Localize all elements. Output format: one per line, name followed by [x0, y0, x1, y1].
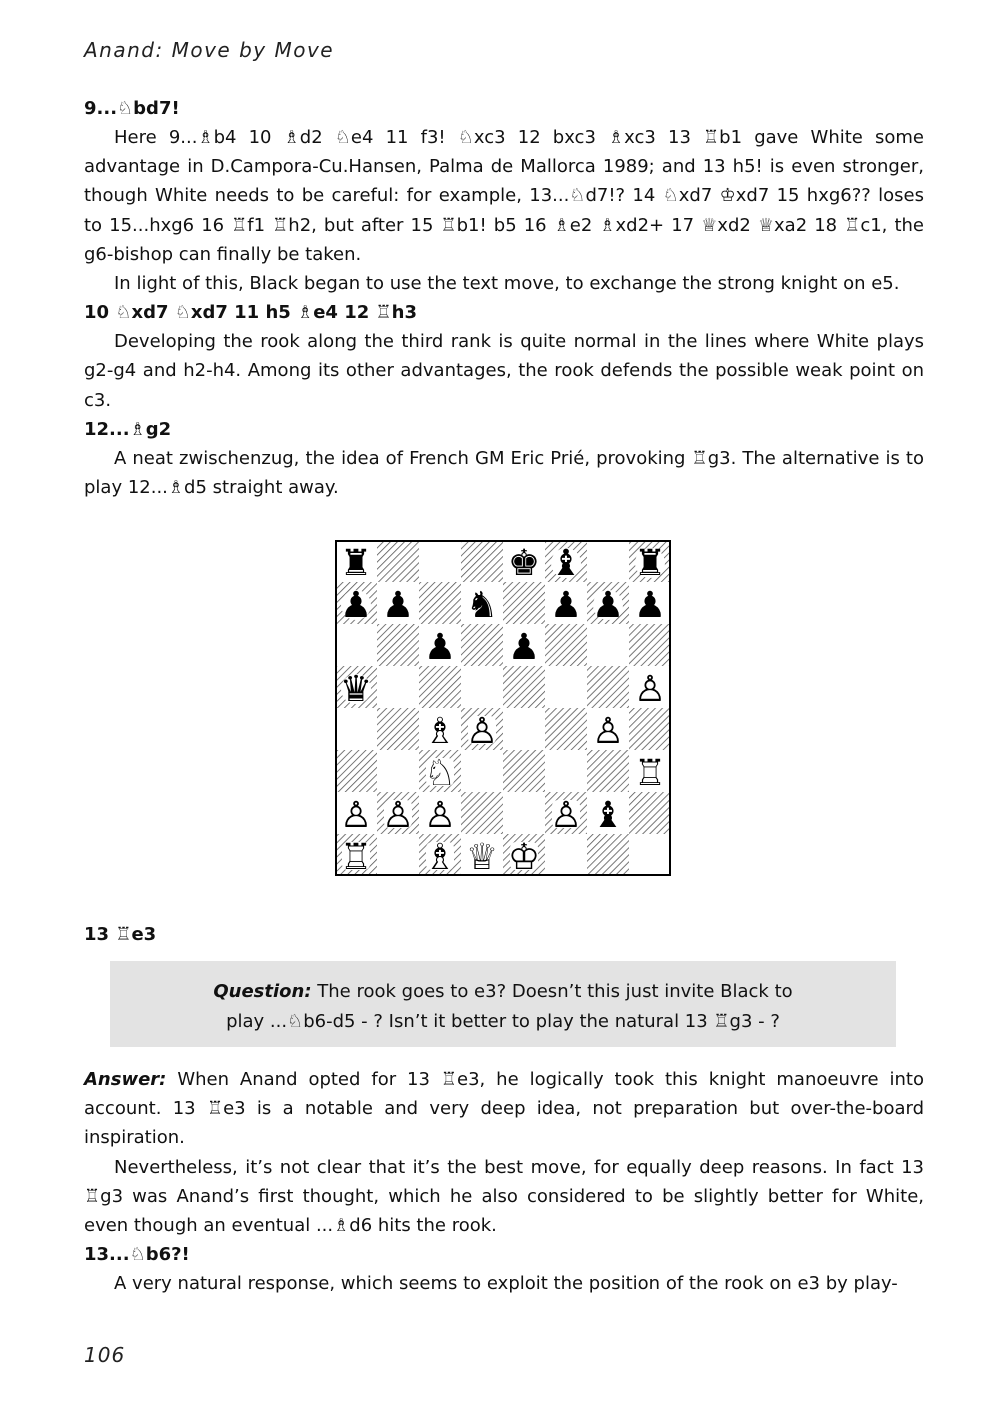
white-bishop-icon: ♗: [423, 837, 457, 876]
white-pawn-icon: ♙: [423, 795, 457, 836]
light-square-b5: [377, 666, 419, 708]
paragraph: Here 9...♗b4 10 ♗d2 ♘e4 11 f3! ♘xc3 12 bxc3 ♗xc3 13 ♖b1 gave White some advantage in D.Campora-Cu.Hansen, Palma de Mallorca 1989; and 13 h5! is even stronger, though White needs to be careful: for example, 13...♘d7!? 14 ♘xd7 ♔xd7 15 hxg6?? loses to 15...hxg6 16 ♖f1 ♖h2, but after 15 ♖b1! b5 16 ♗e2 ♗xd2+ 17 ♕xd2 ♕xa2 18 ♖c1, the g6-bishop can finally be taken.: [84, 127, 924, 265]
dark-square-h6: [629, 624, 671, 666]
black-pawn-icon: ♟: [507, 627, 541, 668]
move-heading: 13 ♖e3: [84, 924, 157, 945]
white-pawn-icon: ♙: [633, 669, 667, 710]
light-square-f1: [545, 834, 587, 876]
text-block-bottom: [84, 1065, 924, 1298]
dark-square-b6: [377, 624, 419, 666]
move-heading: 13...♘b6?!: [84, 1244, 190, 1266]
dark-square-e3: [503, 750, 545, 792]
black-pawn-icon: ♟: [549, 585, 583, 626]
dark-square-d8: [461, 540, 503, 582]
white-pawn-icon: ♙: [381, 795, 415, 836]
paragraph: Developing the rook along the third rank is quite normal in the lines where White plays g2-g4 and h2-h4. Among its other advantages, the rook defends the possible weak point on c3.: [84, 331, 924, 411]
dark-square-e7: [503, 582, 545, 624]
black-bishop-icon: ♝: [549, 543, 583, 584]
dark-square-h4: [629, 708, 671, 750]
question-text: The rook goes to e3? Doesn’t this just invite Black to: [317, 981, 793, 1002]
white-pawn-icon: ♙: [465, 711, 499, 752]
black-pawn-icon: ♟: [591, 585, 625, 626]
page-number: 106: [84, 1343, 126, 1367]
light-square-d5: [461, 666, 503, 708]
chess-board: [335, 540, 671, 876]
black-king-icon: ♚: [507, 543, 541, 584]
text-block-middle: [84, 920, 924, 949]
white-queen-icon: ♕: [465, 837, 499, 876]
black-pawn-icon: ♟: [381, 585, 415, 626]
dark-square-a3: [335, 750, 377, 792]
answer-label: Answer:: [84, 1069, 167, 1090]
text-block-top: [84, 94, 924, 502]
light-square-f3: [545, 750, 587, 792]
dark-square-g3: [587, 750, 629, 792]
dark-square-d2: [461, 792, 503, 834]
paragraph: A very natural response, which seems to exploit the position of the rook on e3 by play-: [114, 1273, 898, 1295]
white-rook-icon: ♖: [339, 837, 373, 876]
dark-square-b4: [377, 708, 419, 750]
dark-square-f4: [545, 708, 587, 750]
move-heading: 10 ♘xd7 ♘xd7 11 h5 ♗e4 12 ♖h3: [84, 302, 418, 324]
answer-paragraph: [84, 1065, 924, 1153]
black-pawn-icon: ♟: [633, 585, 667, 626]
white-knight-icon: ♘: [423, 753, 457, 794]
white-bishop-icon: ♗: [423, 711, 457, 752]
light-square-e2: [503, 792, 545, 834]
light-square-a6: [335, 624, 377, 666]
dark-square-c5: [419, 666, 461, 708]
light-square-b1: [377, 834, 419, 876]
light-square-g6: [587, 624, 629, 666]
white-rook-icon: ♖: [633, 753, 667, 794]
chess-diagram: [335, 540, 671, 876]
dark-square-f6: [545, 624, 587, 666]
dark-square-c7: [419, 582, 461, 624]
question-label: Question:: [213, 981, 312, 1002]
white-king-icon: ♔: [507, 837, 541, 876]
white-pawn-icon: ♙: [549, 795, 583, 836]
black-queen-icon: ♛: [339, 669, 373, 710]
question-box: [110, 961, 896, 1047]
light-square-h1: [629, 834, 671, 876]
black-pawn-icon: ♟: [423, 627, 457, 668]
dark-square-h2: [629, 792, 671, 834]
dark-square-g1: [587, 834, 629, 876]
black-rook-icon: ♜: [339, 543, 373, 584]
light-square-a4: [335, 708, 377, 750]
light-square-c8: [419, 540, 461, 582]
white-pawn-icon: ♙: [591, 711, 625, 752]
paragraph: In light of this, Black began to use the text move, to exchange the strong knight on e5.: [114, 273, 900, 295]
paragraph: Nevertheless, it’s not clear that it’s the best move, for equally deep reasons. In fact 13 ♖g3 was Anand’s first thought, which he also considered to be slightly better for White, even though an eventual ...♗d6 hits the rook.: [84, 1156, 924, 1237]
question-line-2: play ...♘b6-d5 - ? Isn’t it better to play the natural 13 ♖g3 - ?: [226, 1010, 780, 1032]
light-square-g8: [587, 540, 629, 582]
black-rook-icon: ♜: [633, 543, 667, 584]
black-pawn-icon: ♟: [339, 585, 373, 626]
dark-square-g5: [587, 666, 629, 708]
black-knight-icon: ♞: [465, 585, 499, 626]
move-heading: 12...♗g2: [84, 418, 172, 440]
light-square-b3: [377, 750, 419, 792]
answer-text: When Anand opted for 13 ♖e3, he logically took this knight manoeuvre into account. 13 ♖e3 is a notable and very deep idea, not preparation but over-the-board inspiration.: [84, 1069, 924, 1149]
black-bishop-icon: ♝: [591, 795, 625, 836]
move-heading: 9...♘bd7!: [84, 98, 180, 119]
paragraph: A neat zwischenzug, the idea of French GM Eric Prié, provoking ♖g3. The alternative is to play 12...♗d5 straight away.: [84, 447, 924, 499]
white-pawn-icon: ♙: [339, 795, 373, 836]
dark-square-b8: [377, 540, 419, 582]
light-square-f5: [545, 666, 587, 708]
question-line-1: [110, 977, 896, 1007]
dark-square-e5: [503, 666, 545, 708]
dark-square-d6: [461, 624, 503, 666]
running-head: Anand: Move by Move: [84, 38, 335, 62]
light-square-e4: [503, 708, 545, 750]
light-square-d3: [461, 750, 503, 792]
